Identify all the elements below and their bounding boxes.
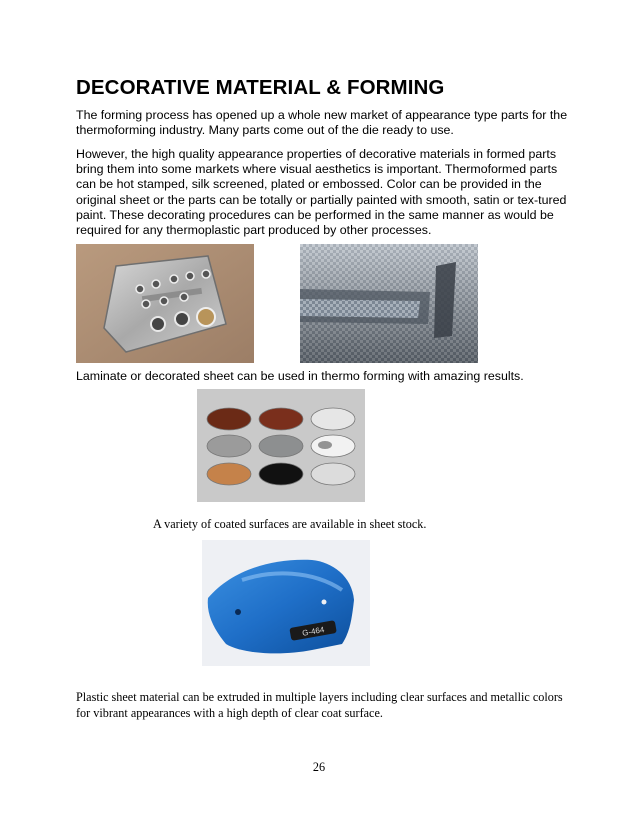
page-number: 26 [312, 760, 326, 774]
silver-plate-photo [76, 244, 254, 363]
carbon-panel-photo [300, 244, 478, 363]
extruded-caption: Plastic sheet material can be extruded in multiple layers including clear surfaces and metallic colors for vibrant appearances with a high depth of clear coat surface. [76, 690, 563, 720]
coated-samples-photo [197, 389, 365, 502]
laminate-caption: Laminate or decorated sheet can be used in thermo forming with amazing results. [76, 369, 524, 383]
intro-paragraph: The forming process has opened up a whole new market of appearance type parts for the thermoforming industry. Many parts come out of the die ready to use. [76, 108, 568, 138]
part-number-label: G-464 [301, 625, 325, 638]
coated-caption: A variety of coated surfaces are available in sheet stock. [153, 517, 427, 531]
page-title: DECORATIVE MATERIAL & FORMING [76, 76, 445, 99]
body-paragraph: However, the high quality appearance properties of decorative materials in formed parts bring them into some markets where visual aesthetics is important. Thermoformed parts can be hot stamped, silk screened, plated or embossed. Color can be provided in the original sheet or the parts can be totally or partially painted with smooth, satin or tex-tured paint. These decorating procedures can be performed in the same manner as would be required for any thermoplastic part produced by other processes. [76, 147, 567, 238]
blue-part-photo [202, 540, 370, 666]
